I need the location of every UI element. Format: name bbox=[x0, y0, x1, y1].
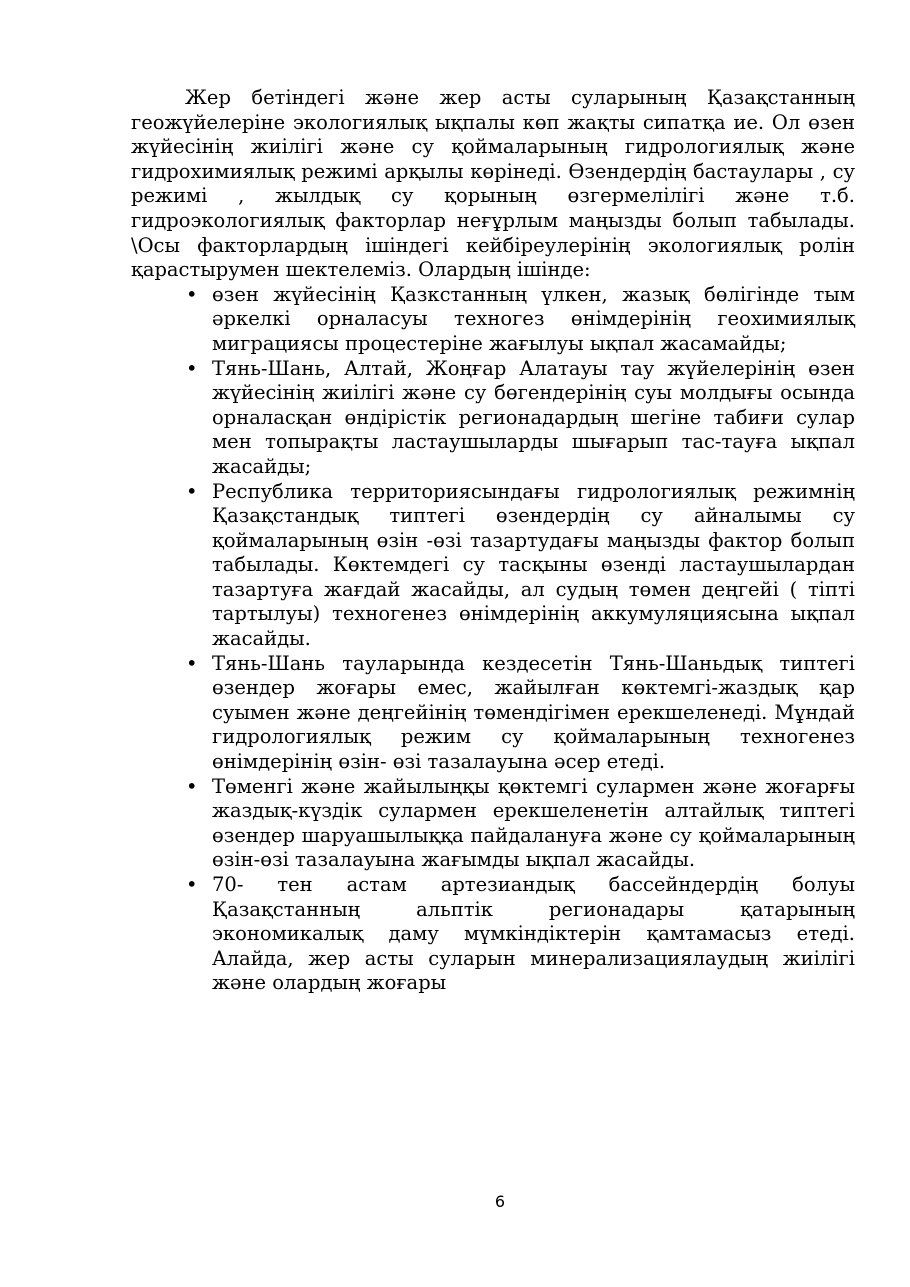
list-item bbox=[131, 357, 855, 480]
list-item bbox=[131, 480, 855, 652]
list-item bbox=[131, 775, 855, 873]
page-number: 6 bbox=[494, 1192, 506, 1211]
bullet-icon: • bbox=[186, 282, 198, 306]
list-item-text: Тянь-Шань, Алтай, Жоңғар Алатауы тау жүйелерінің өзен жүйесінің жиілігі және су бөгендерінің суы молдығы осында орналасқан өндірістік регионадардың шегіне табиғи сулар мен топырақты ластаушыларды шығарып тас-тауға ықпал жасайды; bbox=[212, 356, 855, 478]
list-item-text: 70- тен астам артезиандық бассейндердің болуы Қазақстанның альптік регионадары қатарының экономикалық даму мүмкіндіктерін қамтамасыз етеді. Алайда, жер асты суларын минерализациялаудың жиілігі және олардың жоғары bbox=[212, 873, 855, 995]
bullet-icon: • bbox=[186, 479, 198, 503]
bullet-icon: • bbox=[186, 356, 198, 380]
bullet-icon: • bbox=[186, 651, 198, 675]
document-body bbox=[131, 86, 855, 996]
list-item-text: өзен жүйесінің Қазкстанның үлкен, жазық бөлігінде тым әркелкі орналасуы техногез өнімдерінің геохимиялық миграциясы процестеріне жағылуы ықпал жасамайды; bbox=[212, 282, 855, 355]
list-item bbox=[131, 283, 855, 357]
list-item-text: Төменгі және жайылыңқы қөктемгі сулармен және жоғарғы жаздық-күздік сулармен ерекшеленетін алтайлық типтегі өзендер шаруашылыққа пайдалануға және су қоймаларының өзін-өзі тазалауына жағымды ықпал жасайды. bbox=[212, 774, 855, 872]
list-item bbox=[131, 873, 855, 996]
list-item-text: Тянь-Шань тауларында кездесетін Тянь-Шаньдық типтегі өзендер жоғары емес, жайылған көктемгі-жаздық қар суымен және деңгейінің төмендігімен ерекшеленеді. Мұндай гидрологиялық режим су қоймаларының техногенез өнімдерінің өзін- өзі тазалауына әсер етеді. bbox=[212, 651, 855, 774]
bullet-icon: • bbox=[186, 873, 198, 896]
bullet-list bbox=[131, 283, 855, 996]
intro-paragraph: Жер бетіндегі және жер асты суларының Қазақстанның геожүйелеріне экологиялық ықпалы көп жақты сипатқа ие. Ол өзен жүйесінің жиілігі және су қоймаларының гидрологиялық және гидрохимиялық режимі арқылы көрінеді. Өзендердің бастаулары , су режимі , жылдық су қорының өзгермелілігі және т.б. гидроэкологиялық факторлар неғұрлым маңызды болып табылады. \Осы факторлардың ішіндегі кейбіреулерінің экологиялық ролін қарастырумен шектелеміз. Олардың ішінде: bbox=[131, 86, 855, 282]
list-item bbox=[131, 652, 855, 775]
bullet-icon: • bbox=[186, 774, 198, 798]
list-item-text: Республика территориясындағы гидрологиялық режимнің Қазақстандық типтегі өзендердің су айналымы су қоймаларының өзін -өзі тазартудағы маңызды фактор болып табылады. Көктемдегі су тасқыны өзенді ластаушылардан тазартуға жағдай жасайды, ал судың төмен деңгейі ( тіпті тартылуы) техногенез өнімдерінің аккумуляциясына ықпал жасайды. bbox=[212, 479, 855, 651]
